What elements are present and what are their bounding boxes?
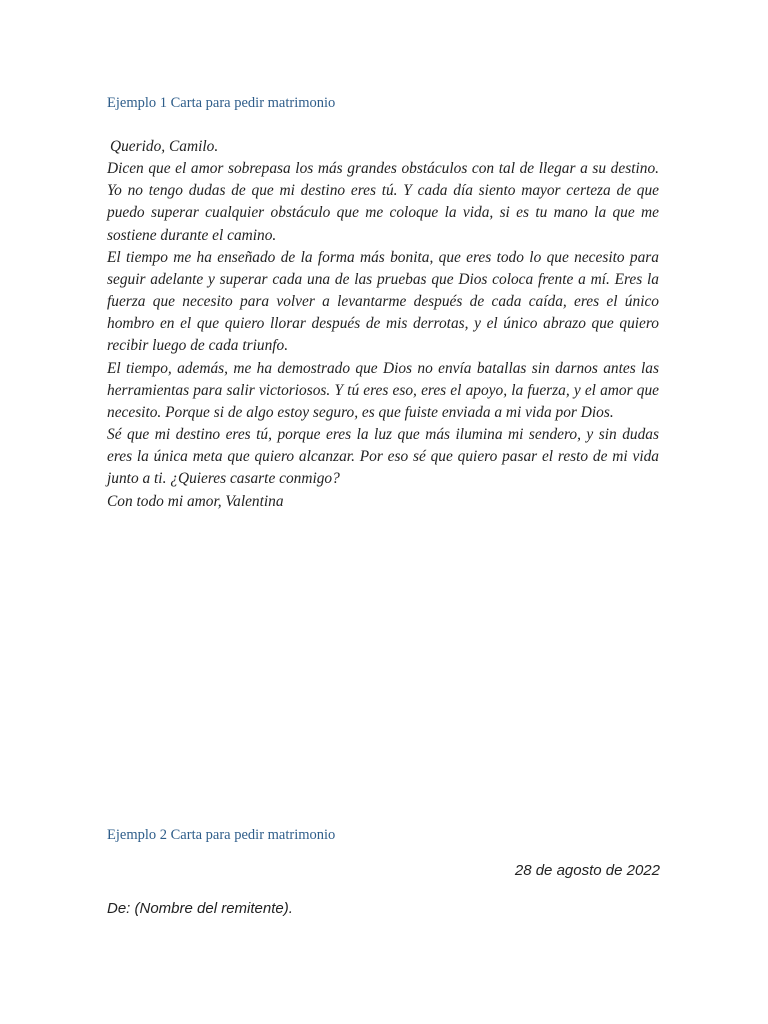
letter-paragraph: El tiempo, además, me ha demostrado que Dios no envía batallas sin darnos antes las herramientas para salir victoriosos. Y tú eres eso, eres el apoyo, la fuerza, y el amor que necesito. Porque si de algo estoy seguro, es que fuiste enviada a mi vida por Dios. [107, 359, 659, 421]
letter-paragraph: Dicen que el amor sobrepasa los más grandes obstáculos con tal de llegar a su destino. Yo no tengo dudas de que mi destino eres tú. Y cada día siento mayor certeza de que puedo superar cualquier obstáculo que me coloque la vida, si es tu mano la que me sostiene durante el camino. [107, 160, 659, 244]
letter-paragraph: El tiempo me ha enseñado de la forma más bonita, que eres todo lo que necesito para seguir adelante y superar cada una de las pruebas que Dios coloca frente a mí. Eres la fuerza que necesito para volver a levantarme después de cada caída, eres el único hombro en el que quiero llorar después de mis derrotas, y el único abrazo que quiero recibir luego de cada triunfo. [107, 248, 659, 355]
example-2-heading: Ejemplo 2 Carta para pedir matrimonio [107, 827, 336, 843]
letter-sender: De: (Nombre del remitente). [107, 900, 293, 917]
letter-closing: Con todo mi amor, Valentina [107, 492, 284, 510]
letter-salutation: Querido, Camilo. [110, 138, 219, 155]
letter-date: 28 de agosto de 2022 [514, 862, 660, 879]
example-1-heading: Ejemplo 1 Carta para pedir matrimonio [107, 95, 336, 111]
example-1-letter [107, 136, 659, 513]
letter-paragraph: Sé que mi destino eres tú, porque eres la luz que más ilumina mi sendero, y sin dudas eres la única meta que quiero alcanzar. Por eso sé que quiero pasar el resto de mi vida junto a ti. ¿Quieres casarte conmigo? [107, 426, 659, 488]
